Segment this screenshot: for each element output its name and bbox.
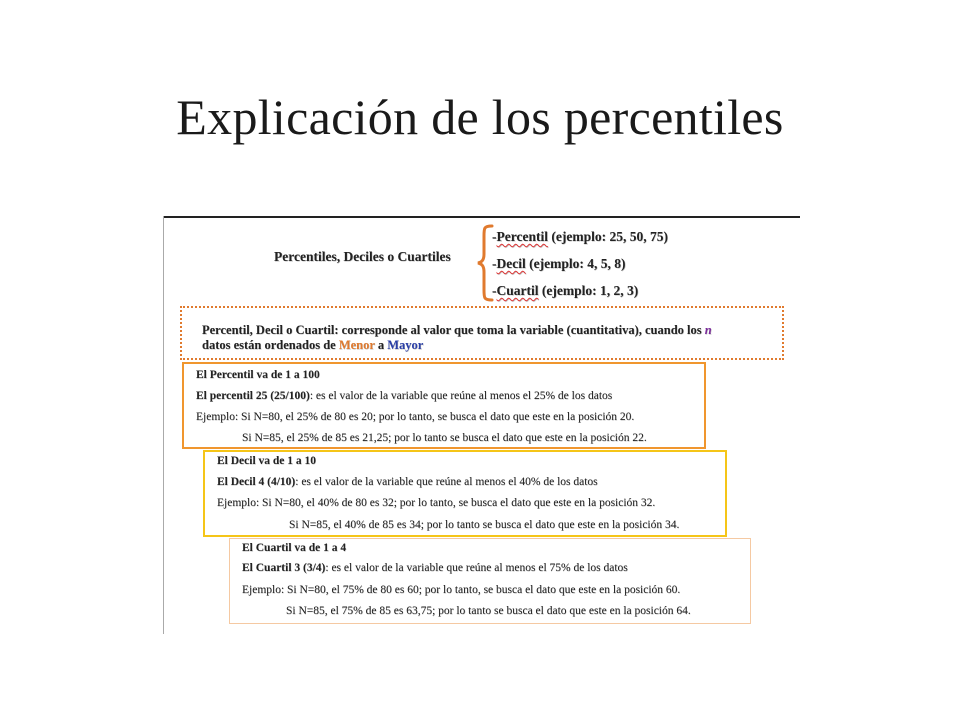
frame-left-rule	[163, 216, 164, 634]
category-cuartil	[492, 283, 638, 299]
box-definition-term: El Cuartil 3 (3/4)	[242, 562, 326, 574]
definition-line-1: Percentil, Decil o Cuartil: corresponde al valor que toma la variable (cuantitativa), cuando los	[202, 323, 705, 337]
category-word: Percentil	[496, 229, 548, 244]
category-dash: -	[492, 256, 497, 271]
decil-box	[203, 450, 727, 537]
category-decil	[492, 256, 625, 272]
definition-line-2: datos están ordenados de	[202, 338, 339, 352]
box-example-1: Ejemplo: Si N=80, el 25% de 80 es 20; por lo tanto, se busca el dato que este en la posición 20.	[196, 411, 635, 423]
box-heading: El Cuartil va de 1 a 4	[242, 542, 347, 554]
percentil-box	[182, 362, 706, 449]
box-heading: El Decil va de 1 a 10	[217, 455, 317, 467]
box-definition	[196, 390, 612, 402]
definition-menor: Menor	[338, 338, 375, 352]
category-example: (ejemplo: 25, 50, 75)	[547, 229, 668, 244]
slide-title: Explicación de los percentiles	[176, 89, 784, 145]
box-example-2: Si N=85, el 75% de 85 es 63,75; por lo tanto se busca el dato que este en la posición 64.	[286, 605, 691, 617]
box-definition-term: El percentil 25 (25/100)	[196, 390, 310, 402]
definition-a: a	[374, 338, 388, 352]
box-definition-rest: : es el valor de la variable que reúne al menos el 25% de los datos	[309, 390, 613, 402]
definition-box	[180, 306, 784, 360]
box-definition	[217, 476, 598, 488]
category-percentil	[492, 229, 668, 245]
box-example-1: Ejemplo: Si N=80, el 40% de 80 es 32; por lo tanto, se busca el dato que este en la posición 32.	[217, 497, 656, 509]
cuartil-box	[229, 538, 751, 624]
category-example: (ejemplo: 1, 2, 3)	[538, 283, 639, 298]
box-example-2: Si N=85, el 25% de 85 es 21,25; por lo tanto se busca el dato que este en la posición 22.	[242, 432, 647, 444]
box-definition-rest: : es el valor de la variable que reúne al menos el 40% de los datos	[295, 476, 598, 488]
definition-text	[202, 323, 772, 353]
category-example: (ejemplo: 4, 5, 8)	[525, 256, 626, 271]
box-definition-rest: : es el valor de la variable que reúne al menos el 75% de los datos	[325, 562, 628, 574]
frame-top-rule	[163, 216, 800, 218]
category-dash: -	[492, 229, 497, 244]
definition-n: n	[704, 323, 712, 337]
category-word: Decil	[496, 256, 526, 271]
box-example-2: Si N=85, el 40% de 85 es 34; por lo tanto se busca el dato que este en la posición 34.	[289, 519, 680, 531]
box-definition-term: El Decil 4 (4/10)	[217, 476, 296, 488]
category-dash: -	[492, 283, 497, 298]
categories-label: Percentiles, Deciles o Cuartiles	[274, 249, 451, 264]
box-example-1: Ejemplo: Si N=80, el 75% de 80 es 60; por lo tanto, se busca el dato que este en la posición 60.	[242, 584, 681, 596]
box-definition	[242, 562, 628, 574]
box-heading: El Percentil va de 1 a 100	[196, 369, 320, 381]
category-word: Cuartil	[496, 283, 539, 298]
definition-mayor: Mayor	[387, 338, 424, 352]
